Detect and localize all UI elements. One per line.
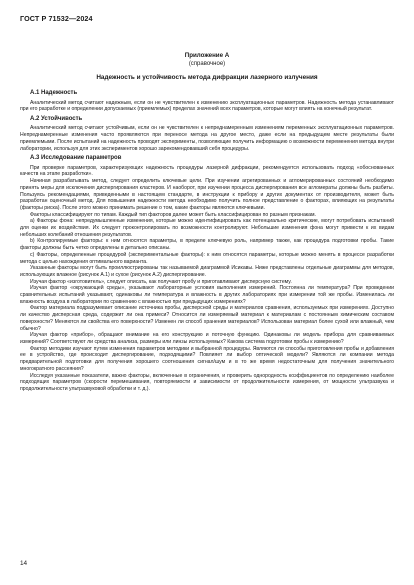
section-a3-paragraph-10: Исследуя указанные показатели, важно факторы, включенные в ограничения, и проверить однородность коэффициентов по определению наиболее подходящих параметров (скорости перемешивания, повторяемости и зависимости от продолжительности измерения, от мощности ультразвука и продолжительности ультразвуковой обработки и т. д.). [20,372,394,392]
section-a3-paragraph-9: Фактор методики изучают путем изменения параметров методики и выбранной процедуры. Являются ли способы приготовления пробы и добавления ее в устройство, где происходит диспергирование, подходящими? Повлияет ли выбор оптической модели? Являются ли компании метода предварительной подготовки для получения хорошего соотношения сигнал/шум и в то же время недостаточным для получения значительного многократного рассеяния? [20,345,394,372]
section-a2-title: А.2 Устойчивость [30,115,83,122]
appendix-subtitle: (справочное) [188,61,226,67]
section-a3-paragraph-4: Указанные факторы могут быть проиллюстрированы так называемой диаграммой Исикавы. Ниже представлены отдельные диаграммы для методов, использующих влажное (рисунок А.1) и сухое (рисунок А.2) диспергирование. [20,265,394,278]
section-a3-paragraph-1: При проверке параметров, характеризующих надежность процедуры лазерной дифракции, рекомендуется использовать подход «обоснованных качеств на этапе разработки». [20,164,394,178]
section-a3-list-c: c) Факторы, определенные процедурой (экспериментальные факторы): к ним относятся параметры, которые можно менять в процессе разработки метода с целью нахождения оптимального варианта. [20,251,394,265]
section-a3-paragraph-3: Факторы классифицируют по типам. Каждый тип факторов далее может быть классифицирован по разным признакам. [30,211,316,218]
section-a2-paragraph: Аналитический метод считают устойчивым, если он не чувствителен к непреднамеренным изменениям переменных эксплуатационных параметров. Непреднамеренные изменения часто проявляются при переносе метода на другое место, даже если на предыдущем месте результаты были приемлемыми. После испытаний на надежность проводят эксперименты, позволяющие получить информацию о возможности переменения метода внутри лаборатории, используя для этих экспериментов хорошо зарекомендовавший себя процедуры. [20,125,394,152]
section-a3-paragraph-8: Изучая фактор «прибор», обращают внимание на его конструкцию и поточную функцию. Одинаковы ли модель прибора для сравниваемых измерений? Соответствуют ли средства анализа, размеры или линзы используемых? Какова система подготовки пробы к измерению? [20,332,394,345]
appendix-heading: Надежность и устойчивость метода дифракции лазерного излучения [96,74,318,81]
section-a1-paragraph: Аналитический метод считают надежным, если он не чувствителен к изменению эксплуатационных параметров. Надежность метода устанавливают при его разработке и определении допускаемых (приемлемых) пределах значений всех параметров, которые могут влиять на конечный результат. [20,99,394,113]
section-a3-paragraph-7: Фактор материала подразумевает описание источника пробы, дисперсной среды и материалов сравнения, используемых при измерениях. Доступно ли качество дисперсная среда, содержит ли она примеси? Относится ли измеряемый материал к материалам с постоянным химическим составом поверхности? Меняются ли свойства его поверхности? Изменен ли способ хранения материалов? Использован материал более сухой или влажный, чем обычно? [20,305,394,332]
section-a3-paragraph-2: Начиная разрабатывать метод, следует определить ключевые цели. При изучении агрегированных и агломерированных состояний необходимо принять меры для исключения диспергирования кластеров. И наоборот, при изучении процесса диспергирования все агломераты должны быть разбиты. Пользуясь рекомендациями, приведенными в настоящем стандарте, в инструкции к прибору и других документах от производителя, может быть разработан оценочный метод. Для повышения надежности метода необходимо получить полное представление о факторах, влияющих на результаты (факторы риска). После этого можно принимать решение о том, какие факторы являются ключевыми. [20,178,394,211]
page-content [20,52,394,393]
page-number: 14 [20,560,28,567]
appendix-title: Приложение А [184,52,230,59]
section-a3-list-a: а) Факторы фона: непредумышленные изменения, которые можно идентифицировать как потенциально критические, могут потребовать испытаний для оценки их воздействия. Их следует проконтролировать по возможности контролируют. Небольшие изменения фона могут привести к их видам небольших колебаний отношения результатов. [20,218,394,238]
section-a3-title: А.3 Исследование параметров [30,155,122,162]
document-code: ГОСТ Р 71532—2024 [20,14,93,23]
section-a3-paragraph-5: Изучая фактор «изготовитель», следует описать, как получают пробу и приготавливают дисперсную систему. [30,278,292,285]
section-a3-list-b: b) Контролируемые факторы: к ним относятся параметры, в пределе ключевую роль, например также, как процедура подготовки пробы. Такие факторы должны быть четко определены в детально описаны. [20,238,394,252]
section-a1-title: А.1 Надежность [30,90,78,96]
section-a3-paragraph-6: Изучая фактор «окружающей среды», указывают лабораторные условия выполнения измерений. Постоянна ли температура? При проведении сравнительных испытаний указывают, одинаковы ли температура и влажность в других лабораториях при измерении той же пробы. Изменилась ли влажность воздуха в лаборатории по сравнению с влажностью при предыдущих измерениях? [20,285,394,305]
